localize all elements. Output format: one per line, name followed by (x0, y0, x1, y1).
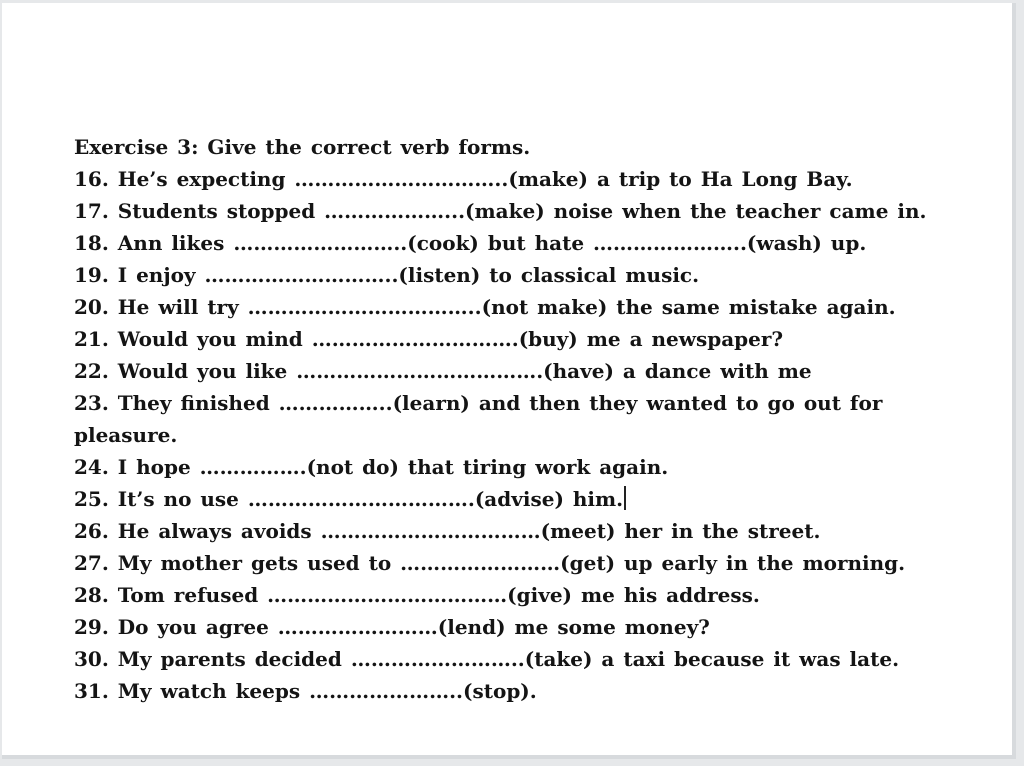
exercise-line: 19. I enjoy ………………………..(listen) to classical music. (74, 263, 700, 287)
exercise-line: 24. I hope …………….(not do) that tiring work again. (74, 455, 669, 479)
exercise-line: 21. Would you mind ………………………….(buy) me a newspaper? (74, 327, 784, 351)
exercise-title: Exercise 3: Give the correct verb forms. (74, 135, 531, 159)
exercise-line: 20. He will try ……………………………..(not make) the same mistake again. (74, 295, 896, 319)
exercise-line: 22. Would you like ……………………………….(have) a dance with me (74, 359, 812, 383)
exercise-line: pleasure. (74, 423, 178, 447)
exercise-line: 28. Tom refused ………………………………(give) me his address. (74, 583, 760, 607)
exercise-line: 29. Do you agree ……………………(lend) me some money? (74, 615, 710, 639)
exercise-line: 26. He always avoids ……………………………(meet) her in the street. (74, 519, 821, 543)
document-page (2, 3, 1016, 759)
exercise-line-text: 25. It’s no use …………………………….(advise) him. (74, 487, 624, 511)
text-cursor (624, 486, 626, 510)
exercise-line: 17. Students stopped ………………...(make) noise when the teacher came in. (74, 199, 927, 223)
exercise-line: 30. My parents decided ……………………..(take) a taxi because it was late. (74, 647, 900, 671)
exercise-text[interactable] (74, 131, 974, 707)
exercise-line: 27. My mother gets used to ……………………(get) up early in the morning. (74, 551, 906, 575)
exercise-line-with-cursor[interactable] (74, 483, 974, 515)
exercise-line: 31. My watch keeps …………………..(stop). (74, 679, 537, 703)
exercise-line: 18. Ann likes ……………………..(cook) but hate …………………..(wash) up. (74, 231, 867, 255)
exercise-line: 23. They finished ……………..(learn) and then they wanted to go out for (74, 391, 883, 415)
exercise-line: 16. He’s expecting …………………………..(make) a trip to Ha Long Bay. (74, 167, 853, 191)
